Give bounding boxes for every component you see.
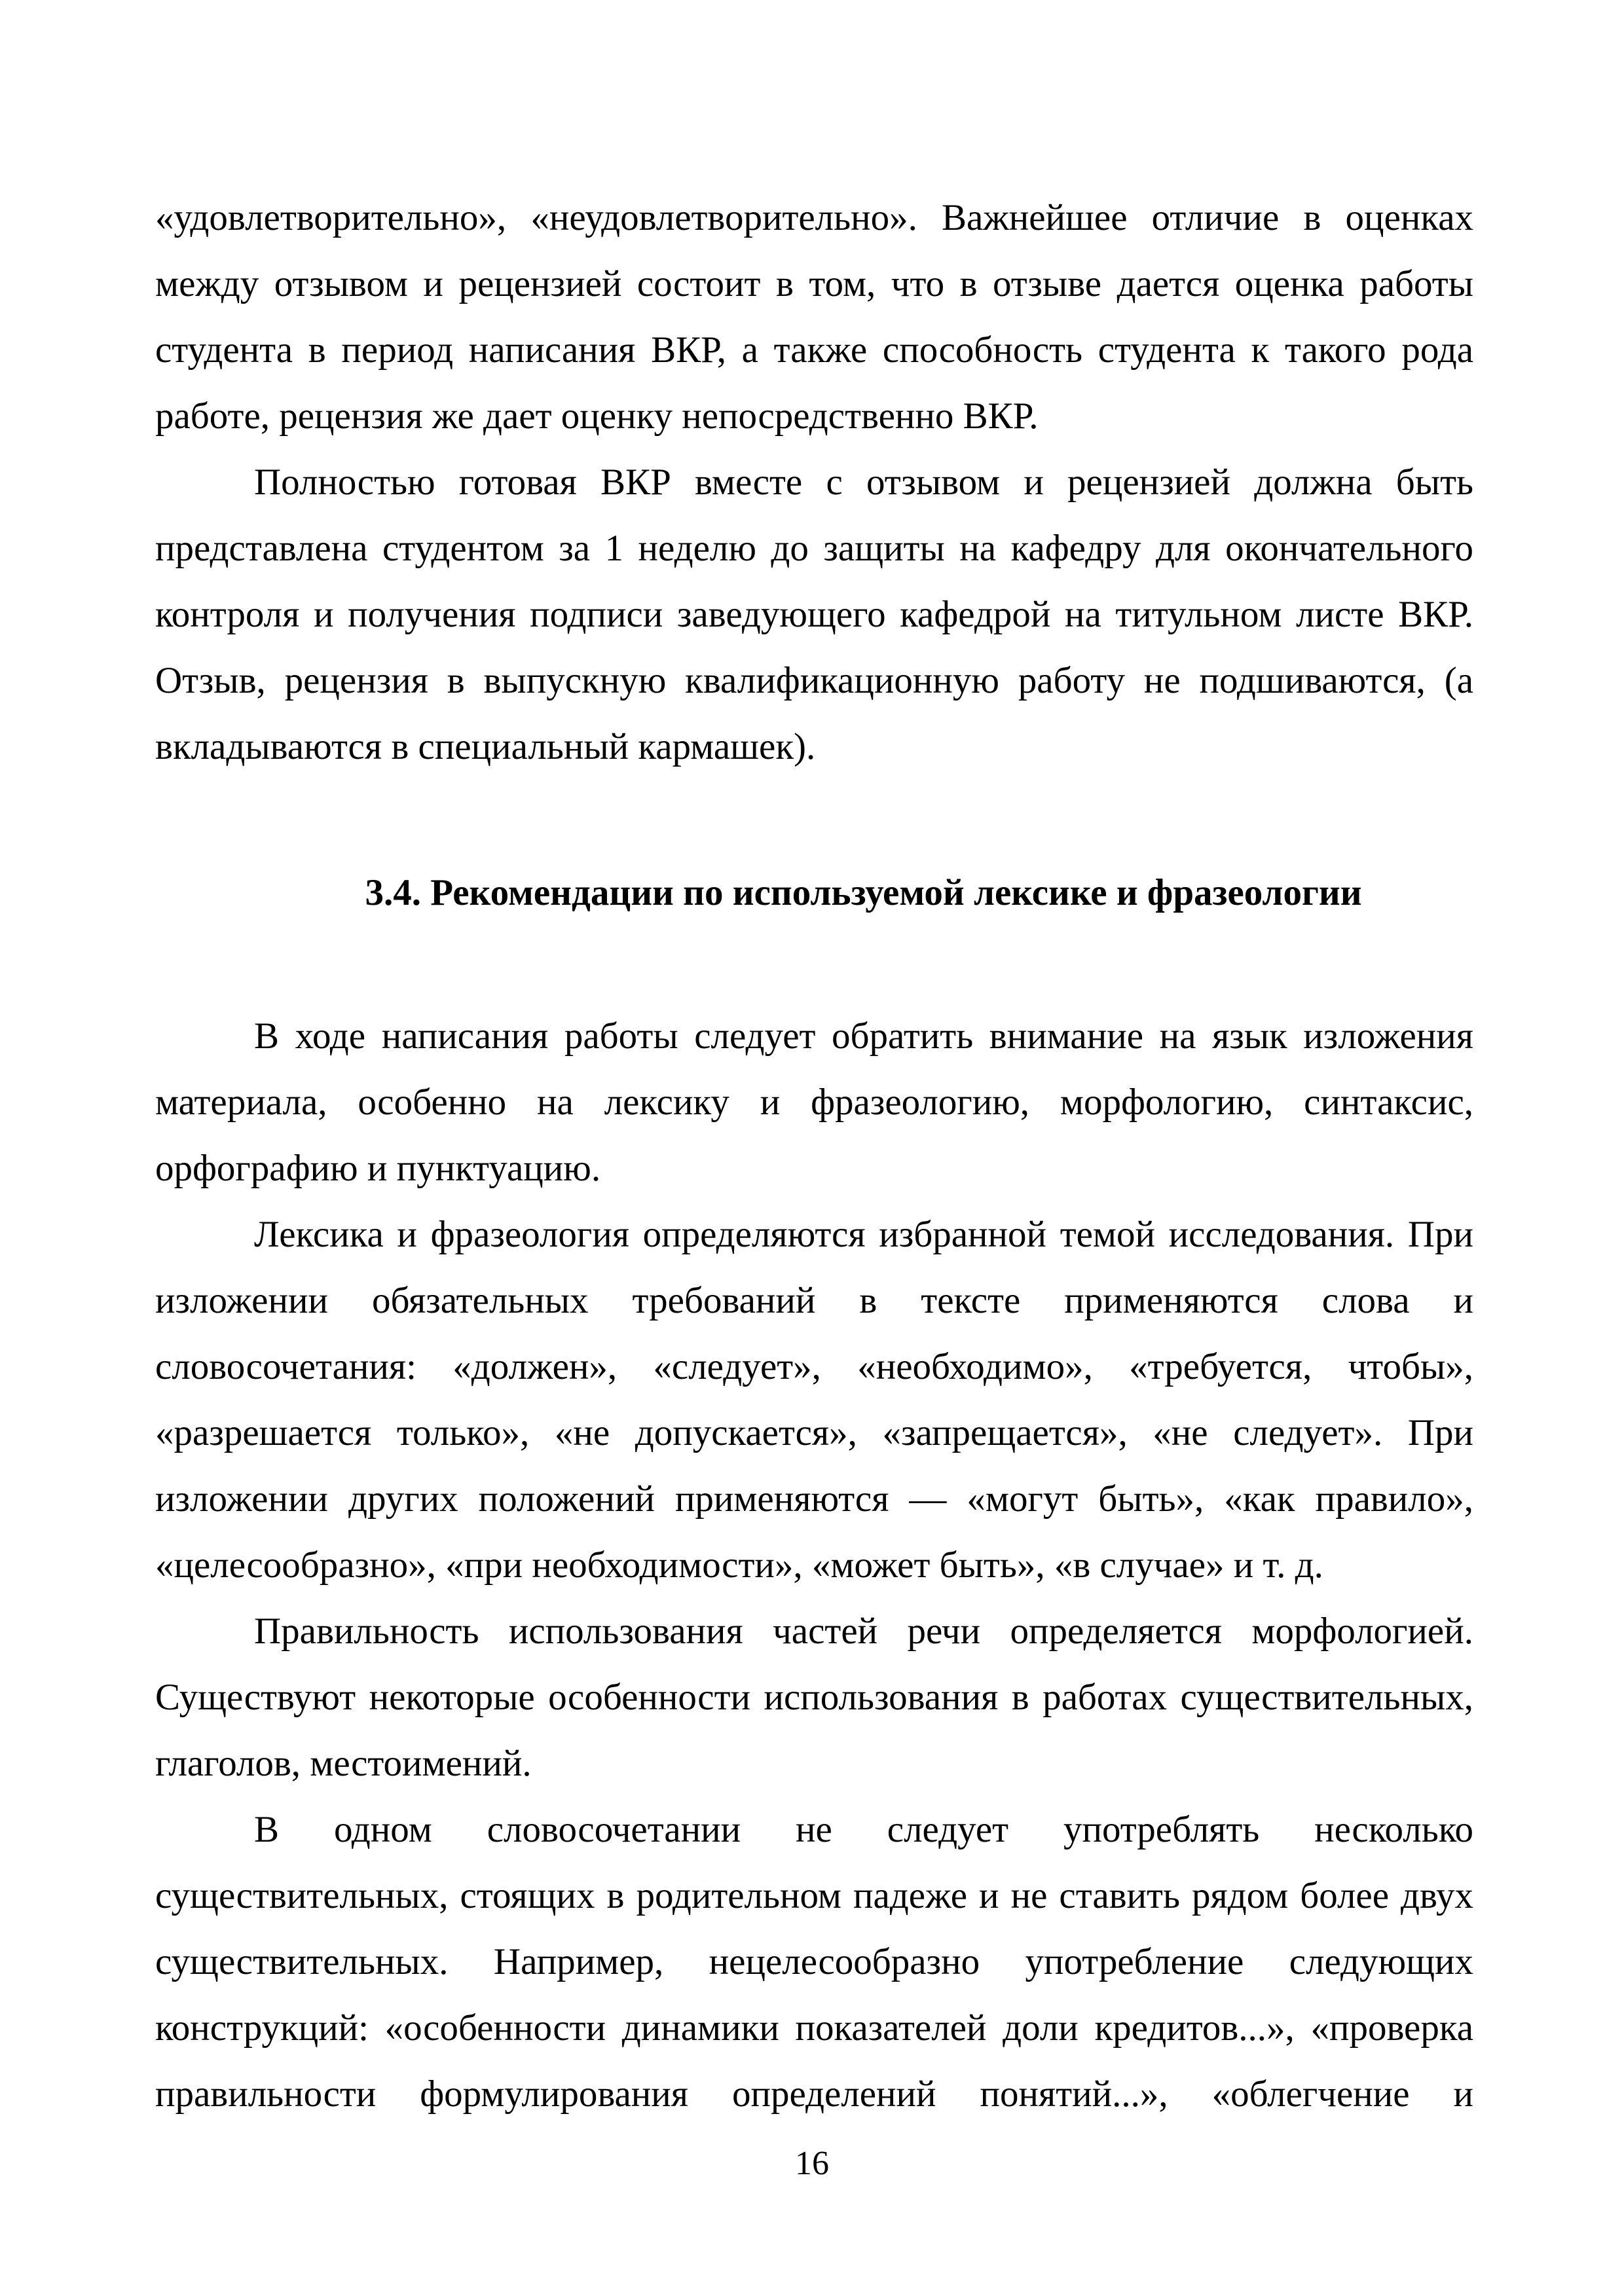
paragraph-lexicon: Лексика и фразеология определяются избранной темой исследования. При изложении обязательных требований в тексте применяются слова и словосочетания: «должен», «следует», «необходимо», «требуется, чтобы», «разрешается только», «не допускается», «запрещается», «не следует». При изложении других положений применяются — «могут быть», «как правило», «целесообразно», «при необходимости», «может быть», «в случае» и т. д. [155,1214,1473,1586]
page-number: 16 [795,2145,829,2182]
paragraph-morphology: Правильность использования частей речи определяется морфологией. Существуют некоторые особенности использования в работах существительных, глаголов, местоимений. [155,1611,1473,1784]
section-heading: 3.4. Рекомендации по используемой лексике и фразеологии [365,872,1362,913]
paragraph-grades-continuation: «удовлетворительно», «неудовлетворительно». Важнейшее отличие в оценках между отзывом и рецензией состоит в том, что в отзыве дается оценка работы студента в период написания ВКР, а также способность студента к такого рода работе, рецензия же дает оценку непосредственно ВКР. [155,197,1473,437]
paragraph-submission: Полностью готовая ВКР вместе с отзывом и рецензией должна быть представлена студентом за 1 неделю до защиты на кафедру для окончательного контроля и получения подписи заведующего кафедрой на титульном листе ВКР. Отзыв, рецензия в выпускную квалификационную работу не подшиваются, (а вкладываются в специальный кармашек). [155,462,1473,767]
paragraph-language: В ходе написания работы следует обратить внимание на язык изложения материала, особенно на лексику и фразеологию, морфологию, синтаксис, орфографию и пунктуацию. [155,1015,1473,1189]
page-content [155,185,1473,2127]
paragraph-word-combinations: В одном словосочетании не следует употреблять несколько существительных, стоящих в родительном падеже и не ставить рядом более двух существительных. Например, нецелесообразно употребление следующих конструкций: «особенности динамики показателей доли кредитов...», «проверка правильности формулирования определений понятий...», «облегчение и [155,1809,1473,2115]
